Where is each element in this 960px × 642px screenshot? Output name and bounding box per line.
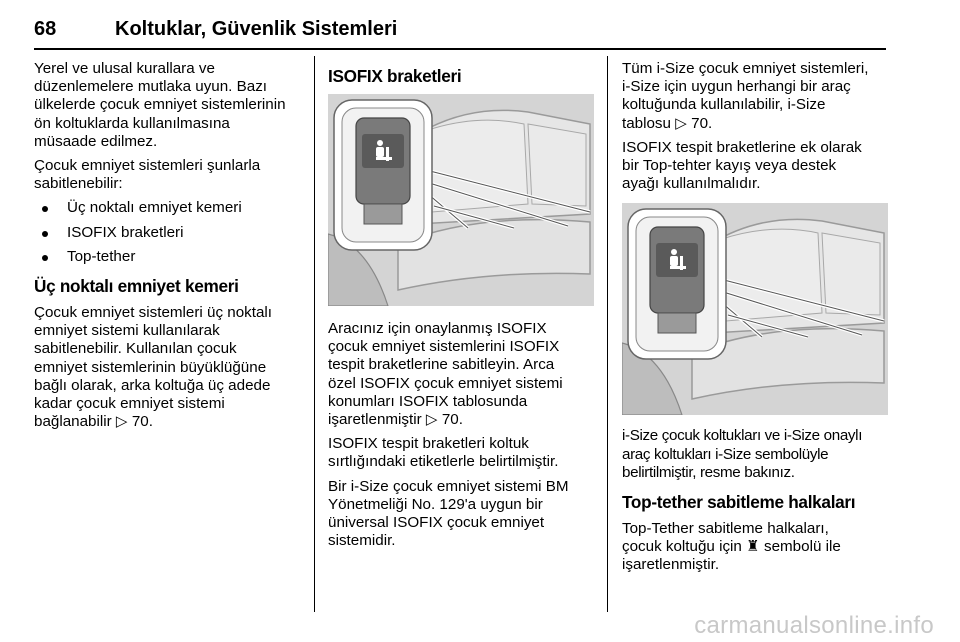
list-item: Top-tether (34, 248, 300, 266)
section-heading: Top-tether sabitleme halkaları (622, 492, 856, 513)
isofix-bracket-illustration (328, 94, 594, 306)
section-heading: Üç noktalı emniyet kemeri (34, 276, 239, 297)
paragraph: Tüm i-Size çocuk emniyet sistemleri, i-Size için uygun herhangi bir araç koltuğunda kullanılabilir, i-Size tablosu ▷ 70. (622, 60, 869, 132)
paragraph: Aracınız için onaylanmış ISOFIX çocuk emniyet sistemlerini ISOFIX tespit braketlerine sabitleyin. Arca özel ISOFIX çocuk emniyet sistemi konumları ISOFIX tablosunda işaretlenmiştir ▷ 70. (328, 320, 563, 429)
paragraph: i-Size çocuk koltukları ve i-Size onaylı araç koltukları i-Size sembolüyle belirtilmiştir, resme bakınız. (622, 427, 863, 481)
bullet-icon (42, 206, 48, 212)
page-header (34, 12, 886, 50)
watermark: carmanualsonline.info (694, 612, 934, 639)
paragraph: ISOFIX tespit braketleri koltuk sırtlığındaki etiketlerle belirtilmiştir. (328, 435, 559, 471)
page-number: 68 (34, 18, 57, 40)
column-divider (607, 56, 608, 612)
page-title: Koltuklar, Güvenlik Sistemleri (115, 18, 398, 40)
page-ref[interactable]: 70. (691, 114, 713, 132)
column-divider (314, 56, 315, 612)
page-ref-arrow-icon: ▷ (675, 114, 687, 132)
page-ref-arrow-icon: ▷ (425, 411, 438, 429)
paragraph: Çocuk emniyet sistemleri üç noktalı emniyet sistemi kullanılarak sabitlenebilir. Kullanılan çocuk emniyet sistemlerinin büyüklüğüne bağlı olarak, arka koltuğa üç adede kadar çocuk emniyet sistemi bağlanabilir ▷ 70. (34, 304, 273, 431)
list-item: ISOFIX braketleri (34, 224, 300, 242)
bullet-icon (42, 231, 48, 237)
paragraph: Bir i-Size çocuk emniyet sistemi BM Yönetmeliği No. 129'a uygun bir üniversal ISOFIX çocuk emniyet sistemidir. (328, 477, 569, 550)
page-ref[interactable]: 70. (131, 413, 153, 431)
paragraph: Çocuk emniyet sistemleri şunlarla sabitlenebilir: (34, 157, 261, 193)
list-item: Üç noktalı emniyet kemeri (34, 199, 300, 217)
column-2 (328, 60, 594, 556)
page-ref-arrow-icon: ▷ (115, 413, 128, 431)
top-tether-symbol-icon: ♜ (746, 538, 760, 556)
bullet-icon (42, 255, 48, 261)
paragraph: Yerel ve ulusal kurallara ve düzenlemelere mutlaka uyun. Bazı ülkelerde çocuk emniyet sistemlerinin ön koltuklarda kullanılmasına müsaade edilmez. (34, 60, 286, 150)
page-ref[interactable]: 70. (441, 411, 463, 429)
bullet-list (34, 199, 300, 266)
header-rule (34, 48, 886, 50)
isize-seat-illustration (622, 203, 888, 415)
section-heading: ISOFIX braketleri (328, 66, 462, 86)
paragraph: ISOFIX tespit braketlerine ek olarak bir Top-tehter kayış veya destek ayağı kullanılmalıdır. (622, 138, 862, 193)
paragraph: Top-Tether sabitleme halkaları, çocuk koltuğu için ♜ sembolü ile işaretlenmiştir. (622, 520, 841, 574)
column-3 (622, 60, 888, 581)
column-1 (34, 60, 300, 437)
